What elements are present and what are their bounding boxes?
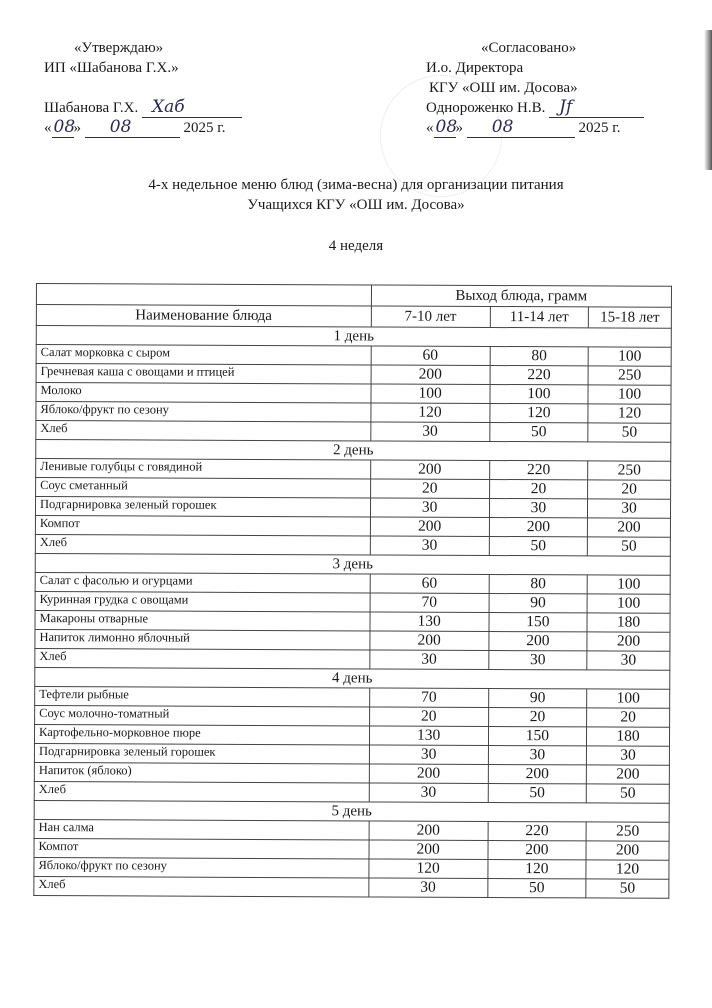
yield-15-18: 180 [587, 727, 670, 746]
day-label: 4 день [35, 667, 670, 689]
yield-7-10: 200 [369, 840, 488, 860]
yield-11-14: 50 [489, 536, 587, 555]
approval-signer-line [44, 98, 242, 118]
yield-15-18: 200 [587, 632, 670, 651]
yield-15-18: 250 [588, 461, 671, 480]
yield-11-14: 150 [488, 726, 586, 745]
approval-date-day: 08 [53, 117, 76, 137]
header-dish-name: Наименование блюда [36, 305, 371, 327]
dish-name: Макароны отварные [35, 610, 370, 630]
yield-15-18: 50 [586, 879, 669, 898]
dish-name: Ленивые голубцы с говядиной [36, 459, 371, 479]
yield-7-10: 130 [370, 612, 489, 632]
yield-15-18: 100 [588, 385, 671, 404]
approval-date-year: 2025 г. [183, 120, 226, 136]
dish-name: Картофельно-морковное пюре [34, 724, 369, 744]
yield-15-18: 100 [587, 689, 670, 708]
yield-11-14: 20 [489, 479, 587, 498]
yield-11-14: 50 [488, 878, 586, 897]
agreement-date-day: 08 [435, 117, 458, 137]
yield-11-14: 30 [488, 745, 586, 764]
title-line-1: 4-х недельное меню блюд (зима-весна) для организации питания [148, 177, 564, 193]
yield-15-18: 200 [586, 841, 669, 860]
yield-7-10: 200 [370, 460, 489, 480]
yield-15-18: 200 [588, 518, 671, 537]
agreement-signature: Jf [559, 97, 573, 117]
dish-name: Яблоко/фрукт по сезону [36, 402, 371, 422]
yield-11-14: 50 [488, 783, 586, 802]
dish-name: Соус молочно-томатный [35, 705, 370, 725]
yield-11-14: 30 [489, 498, 587, 517]
dish-name: Тефтели рыбные [35, 686, 370, 706]
agreement-signer: Однороженко Н.В. [426, 100, 546, 116]
yield-11-14: 90 [489, 593, 587, 612]
header-yield-group: Выход блюда, грамм [371, 285, 672, 307]
yield-7-10: 30 [370, 498, 489, 518]
yield-11-14: 120 [488, 859, 586, 878]
approval-block [44, 38, 242, 138]
yield-11-14: 120 [490, 403, 588, 422]
yield-15-18: 50 [588, 423, 671, 442]
yield-7-10: 30 [369, 783, 488, 803]
agreement-signer-line [426, 98, 644, 118]
yield-11-14: 220 [490, 365, 588, 384]
menu-table [33, 283, 672, 899]
approval-signer: Шабанова Г.Х. [44, 100, 139, 116]
yield-7-10: 20 [369, 707, 488, 727]
yield-7-10: 120 [368, 859, 487, 879]
yield-11-14: 150 [489, 612, 587, 631]
agreement-date-year: 2025 г. [578, 120, 621, 136]
yield-7-10: 70 [369, 688, 488, 708]
yield-11-14: 200 [488, 764, 586, 783]
yield-7-10: 30 [370, 536, 489, 556]
yield-15-18: 30 [587, 651, 670, 670]
agreement-org: КГУ «ОШ им. Досова» [429, 80, 578, 96]
yield-7-10: 130 [369, 726, 488, 746]
yield-15-18: 250 [586, 822, 669, 841]
dish-name: Компот [35, 515, 370, 535]
yield-11-14: 90 [488, 688, 586, 707]
day-label: 5 день [34, 800, 669, 822]
yield-7-10: 60 [371, 346, 490, 366]
approval-date: « 08 » 08 2025 г. [44, 117, 226, 137]
agreement-signature-line [549, 99, 644, 118]
yield-11-14: 80 [489, 574, 587, 593]
yield-15-18: 100 [587, 575, 670, 594]
yield-11-14: 100 [490, 384, 588, 403]
dish-name: Гречневая каша с овощами и птицей [36, 364, 371, 384]
header-name-spacer [36, 284, 371, 306]
yield-15-18: 180 [587, 613, 670, 632]
day-label: 1 день [36, 326, 671, 348]
yield-11-14: 30 [489, 650, 587, 669]
page-edge-shadow [704, 30, 712, 170]
agreement-date: « 08 » 08 2025 г. [426, 117, 621, 137]
header-age-7-10: 7-10 лет [371, 306, 490, 328]
yield-7-10: 30 [368, 878, 487, 898]
yield-15-18: 100 [587, 594, 670, 613]
dish-name: Хлеб [34, 781, 369, 801]
yield-15-18: 30 [587, 746, 670, 765]
header-age-11-14: 11-14 лет [490, 306, 588, 327]
title-line-2: Учащихся КГУ «ОШ им. Досова» [247, 197, 465, 213]
yield-7-10: 200 [369, 631, 488, 651]
yield-11-14: 20 [488, 707, 586, 726]
yield-7-10: 60 [370, 574, 489, 594]
day-label: 3 день [35, 553, 670, 575]
dish-name: Хлеб [36, 421, 371, 441]
dish-name: Яблоко/фрукт по сезону [34, 857, 369, 877]
agreement-block [426, 38, 644, 138]
header-age-15-18: 15-18 лет [588, 307, 671, 328]
menu-body [34, 326, 671, 899]
yield-7-10: 20 [370, 479, 489, 499]
dish-name: Напиток лимонно яблочный [35, 629, 370, 649]
approval-date-month: 08 [109, 117, 132, 137]
dish-name: Подгарнировка зеленый горошек [34, 743, 369, 763]
yield-7-10: 30 [370, 422, 489, 442]
yield-15-18: 120 [588, 404, 671, 423]
yield-11-14: 200 [488, 840, 586, 859]
dish-name: Нан салма [34, 819, 369, 839]
yield-11-14: 200 [489, 517, 587, 536]
yield-15-18: 120 [586, 860, 669, 879]
yield-11-14: 220 [488, 821, 586, 840]
dish-name: Компот [34, 838, 369, 858]
dish-name: Салат с фасолью и огурцами [35, 572, 370, 592]
yield-7-10: 200 [369, 764, 488, 784]
yield-15-18: 50 [586, 784, 669, 803]
yield-15-18: 100 [588, 347, 671, 366]
dish-name: Хлеб [35, 648, 370, 668]
yield-7-10: 70 [370, 593, 489, 613]
yield-7-10: 100 [371, 384, 490, 404]
week-label: 4 неделя [328, 238, 384, 254]
agreement-header: «Согласовано» [481, 40, 577, 56]
agreement-position: И.о. Директора [426, 60, 524, 76]
agreement-date-month: 08 [491, 117, 514, 137]
yield-7-10: 200 [371, 365, 490, 385]
dish-name: Куринная грудка с овощами [35, 591, 370, 611]
yield-15-18: 200 [586, 765, 669, 784]
yield-11-14: 80 [490, 346, 588, 365]
yield-11-14: 50 [490, 422, 588, 441]
yield-7-10: 30 [369, 745, 488, 765]
yield-15-18: 250 [588, 366, 671, 385]
approval-signature-line [142, 99, 242, 118]
yield-11-14: 200 [489, 631, 587, 650]
dish-name: Напиток (яблоко) [34, 762, 369, 782]
dish-name: Соус сметанный [36, 478, 371, 498]
approval-header: «Утверждаю» [74, 40, 164, 56]
yield-7-10: 120 [370, 403, 489, 423]
dish-name: Хлеб [35, 534, 370, 554]
dish-name: Подгарнировка зеленый горошек [35, 497, 370, 517]
document-title [0, 175, 712, 215]
yield-11-14: 220 [489, 460, 587, 479]
dish-name: Хлеб [34, 876, 369, 896]
approval-signature: Хаб [151, 97, 185, 117]
dish-name: Молоко [36, 383, 371, 403]
yield-15-18: 20 [588, 480, 671, 499]
yield-7-10: 30 [369, 650, 488, 670]
dish-name: Салат морковка с сыром [36, 345, 371, 365]
yield-15-18: 50 [587, 537, 670, 556]
approval-org: ИП «Шабанова Г.Х.» [44, 60, 179, 76]
table-row [34, 876, 669, 898]
yield-15-18: 20 [587, 708, 670, 727]
yield-7-10: 200 [370, 517, 489, 537]
day-label: 2 день [36, 440, 671, 462]
yield-7-10: 200 [369, 821, 488, 841]
yield-15-18: 30 [588, 499, 671, 518]
